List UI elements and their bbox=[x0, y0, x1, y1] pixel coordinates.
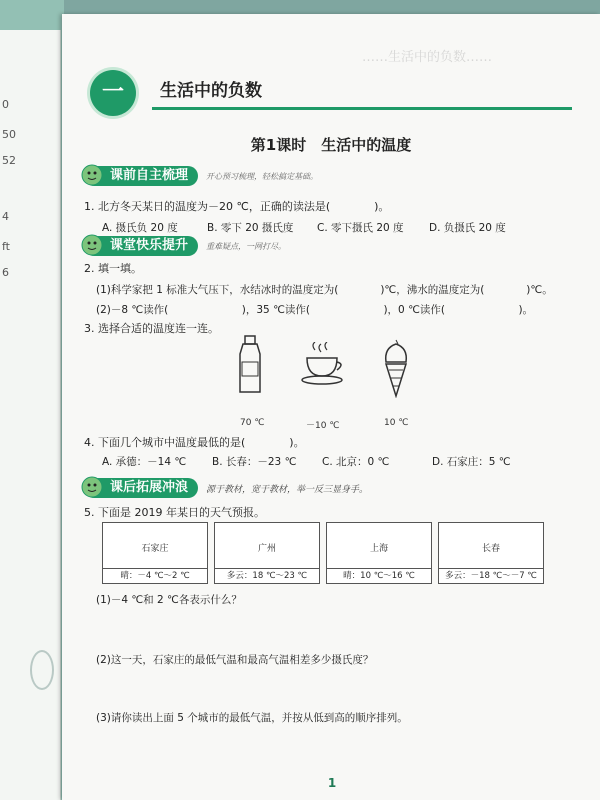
mascot-icon bbox=[80, 163, 104, 187]
option: D. 石家庄：5 ℃ bbox=[432, 456, 511, 468]
section-header-preview bbox=[84, 166, 318, 186]
section-title: 课前自主梳理 bbox=[110, 168, 189, 183]
weather-card bbox=[438, 522, 544, 584]
left-page-mark: 6 bbox=[2, 266, 9, 279]
temperature-label: －10 ℃ bbox=[306, 421, 340, 431]
question-1-options bbox=[102, 220, 529, 235]
weather-card bbox=[102, 522, 208, 584]
section-header-after-class bbox=[84, 478, 368, 498]
header-ghost-text: ……生活中的负数…… bbox=[362, 50, 493, 65]
option: C. 零下摄氏 20 度 bbox=[317, 222, 404, 234]
chapter-badge: 一 bbox=[90, 70, 136, 116]
section-pill bbox=[84, 478, 198, 498]
option: B. 长春：－23 ℃ bbox=[212, 456, 297, 468]
question-5: 5. 下面是 2019 年某日的天气预报。 bbox=[84, 506, 265, 519]
left-page-mark: 4 bbox=[2, 210, 9, 223]
water-bottle-icon bbox=[232, 334, 268, 396]
question-1: 1. 北方冬天某日的温度为－20 ℃，正确的读法是( )。 bbox=[84, 200, 390, 213]
section-note: 重难疑点，一网打尽。 bbox=[206, 241, 287, 251]
question-5-part-1: (1)－4 ℃和 2 ℃各表示什么？ bbox=[96, 594, 242, 606]
option: D. 负摄氏 20 度 bbox=[429, 222, 506, 234]
option: B. 零下 20 摄氏度 bbox=[207, 222, 294, 234]
question-2-part-2: (2)－8 ℃读作( )，35 ℃读作( )，0 ℃读作( )。 bbox=[96, 304, 534, 316]
weather-range: 晴：10 ℃～16 ℃ bbox=[327, 568, 431, 583]
option: A. 承德：－14 ℃ bbox=[102, 456, 187, 468]
option: C. 北京：0 ℃ bbox=[322, 456, 390, 468]
city-name: 上海 bbox=[369, 544, 388, 554]
question-4-options bbox=[102, 454, 542, 469]
city-name: 石家庄 bbox=[141, 544, 169, 554]
temperature-label: 10 ℃ bbox=[384, 418, 409, 428]
left-page bbox=[0, 30, 61, 800]
question-5-part-2: (2)这一天，石家庄的最低气温和最高气温相差多少摄氏度？ bbox=[96, 654, 374, 666]
section-header-classroom bbox=[84, 236, 286, 256]
question-3: 3. 选择合适的温度连一连。 bbox=[84, 322, 219, 335]
city-name: 长春 bbox=[481, 544, 500, 554]
left-page-mark: 52 bbox=[2, 154, 16, 167]
decorative-racket-icon bbox=[30, 650, 54, 690]
left-page-mark: ft bbox=[2, 240, 10, 253]
page-number: 1 bbox=[327, 776, 337, 790]
left-page-mark: 0 bbox=[2, 98, 9, 111]
section-title: 课堂快乐提升 bbox=[110, 238, 189, 253]
weather-card bbox=[326, 522, 432, 584]
section-note: 开心预习梳理，轻松搞定基础。 bbox=[206, 171, 319, 181]
question-2-part-1: (1)科学家把 1 标准大气压下，水结冰时的温度定为( )℃，沸水的温度定为( )℃。 bbox=[96, 284, 553, 296]
option: A. 摄氏负 20 度 bbox=[102, 222, 178, 234]
question-5-part-3: (3)请你读出上面 5 个城市的最低气温，并按从低到高的顺序排列。 bbox=[96, 712, 408, 724]
lesson-title: 第1课时 生活中的温度 bbox=[250, 136, 412, 154]
weather-range: 晴：－4 ℃～2 ℃ bbox=[103, 568, 207, 583]
chapter-underline bbox=[152, 107, 572, 110]
left-page-mark: 50 bbox=[2, 128, 16, 141]
weather-card bbox=[214, 522, 320, 584]
ice-cream-icon bbox=[378, 338, 414, 398]
mascot-icon bbox=[80, 475, 104, 499]
chapter-title: 生活中的负数 bbox=[160, 81, 262, 101]
worksheet-page bbox=[62, 14, 600, 800]
section-pill bbox=[84, 236, 198, 256]
section-title: 课后拓展冲浪 bbox=[110, 480, 189, 495]
question-4: 4. 下面几个城市中温度最低的是( )。 bbox=[84, 436, 305, 449]
section-pill bbox=[84, 166, 198, 186]
weather-range: 多云：18 ℃～23 ℃ bbox=[215, 568, 319, 583]
hot-cup-icon bbox=[299, 342, 349, 392]
city-name: 广州 bbox=[257, 544, 276, 554]
weather-range: 多云：－18 ℃～－7 ℃ bbox=[439, 568, 543, 583]
section-note: 源于教材，宽于教材，举一反三显身手。 bbox=[206, 484, 369, 495]
question-2: 2. 填一填。 bbox=[84, 262, 142, 275]
temperature-label: 70 ℃ bbox=[240, 418, 265, 428]
mascot-icon bbox=[80, 233, 104, 257]
